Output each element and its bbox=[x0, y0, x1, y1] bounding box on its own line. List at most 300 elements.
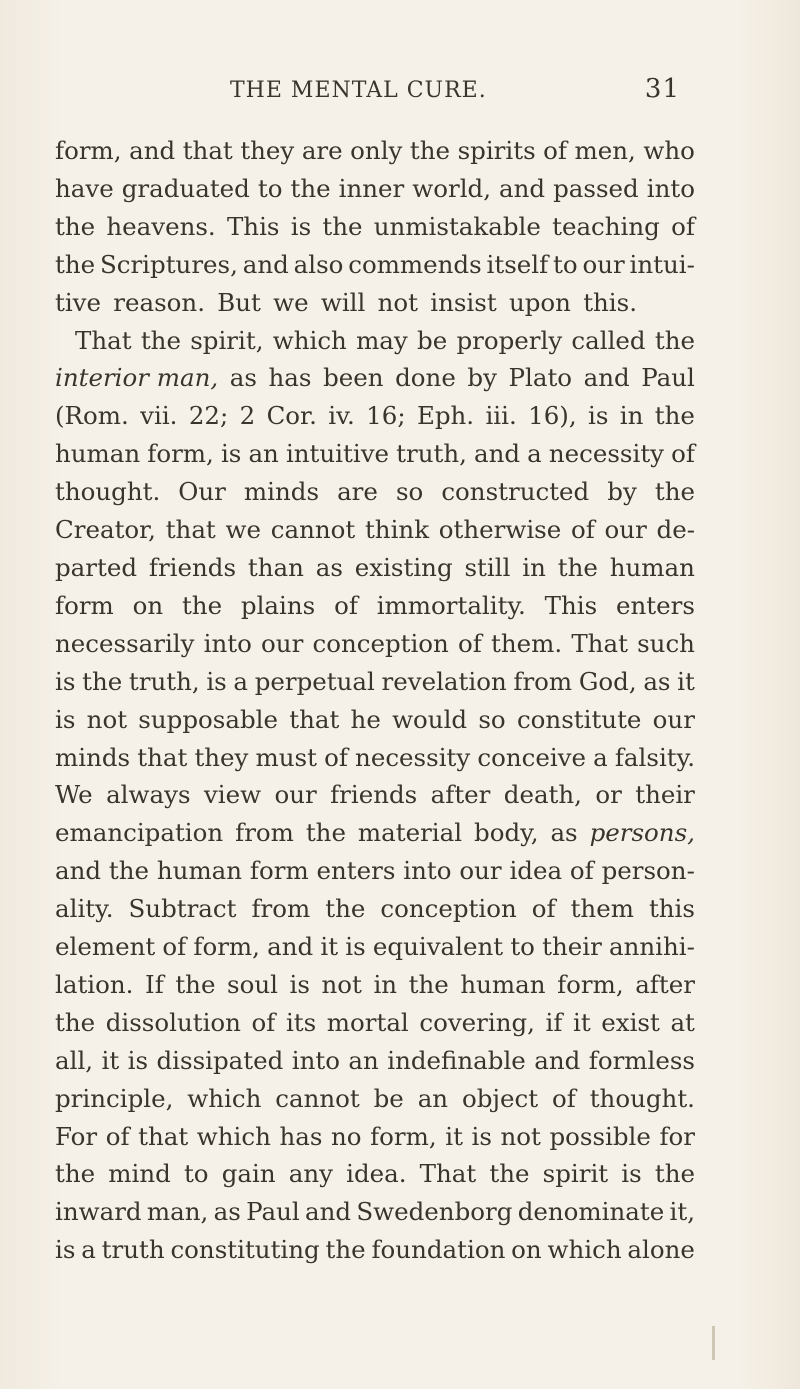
word: our bbox=[274, 780, 317, 810]
word: a bbox=[81, 1235, 96, 1265]
word: cannot bbox=[275, 1083, 360, 1113]
word: them bbox=[570, 894, 634, 924]
word: iii. bbox=[485, 401, 517, 431]
word: enters bbox=[616, 590, 695, 620]
word: spirit bbox=[542, 1159, 609, 1189]
word: idea bbox=[509, 856, 563, 886]
word: is bbox=[471, 1121, 492, 1151]
word: constitute bbox=[516, 704, 642, 734]
word: all, bbox=[55, 1045, 94, 1075]
word: this. bbox=[583, 287, 638, 317]
text-line bbox=[55, 246, 695, 284]
word: possible bbox=[549, 1121, 651, 1151]
word: 22; bbox=[188, 401, 229, 431]
word: constituting bbox=[170, 1235, 320, 1265]
word: as bbox=[213, 1197, 241, 1227]
word: minds bbox=[55, 742, 131, 772]
word: if bbox=[545, 1007, 563, 1037]
word: form bbox=[249, 856, 309, 886]
word: would bbox=[392, 704, 468, 734]
word: the bbox=[55, 249, 96, 279]
word: Swedenborg bbox=[356, 1197, 513, 1227]
word: Paul bbox=[641, 363, 695, 393]
word: as bbox=[643, 666, 671, 696]
word: is bbox=[206, 666, 227, 696]
word: from bbox=[513, 666, 573, 696]
word: in bbox=[522, 552, 546, 582]
word: of bbox=[543, 136, 567, 165]
word: is bbox=[55, 666, 76, 696]
word: from bbox=[235, 818, 294, 848]
word: they bbox=[194, 742, 249, 772]
text-line bbox=[55, 435, 695, 473]
word: human bbox=[609, 552, 695, 582]
word: the bbox=[654, 401, 695, 431]
word: a bbox=[527, 439, 542, 469]
word: and bbox=[304, 1197, 352, 1227]
word: mortal bbox=[326, 1007, 409, 1037]
word: principle, bbox=[55, 1083, 174, 1113]
word: 16; bbox=[366, 401, 406, 431]
word: our bbox=[604, 515, 647, 545]
word: be bbox=[373, 1083, 404, 1113]
word: object bbox=[461, 1083, 539, 1113]
word: that bbox=[137, 742, 188, 772]
word: spirits bbox=[457, 136, 536, 165]
word: view bbox=[203, 780, 262, 810]
word: annihi- bbox=[608, 932, 695, 962]
word: of bbox=[334, 590, 358, 620]
word: always bbox=[106, 780, 191, 810]
word: not bbox=[321, 969, 362, 999]
word: and bbox=[499, 173, 546, 203]
page-number: 31 bbox=[644, 74, 680, 104]
word: an bbox=[348, 1045, 379, 1075]
word: think bbox=[364, 515, 430, 545]
word: passed bbox=[553, 173, 639, 203]
word: inward bbox=[55, 1197, 142, 1227]
word: be bbox=[417, 325, 448, 355]
word: the bbox=[409, 136, 451, 165]
word: the bbox=[325, 1235, 366, 1265]
word: mind bbox=[108, 1159, 171, 1189]
text-line bbox=[55, 284, 695, 322]
word: lation. bbox=[55, 969, 134, 999]
word: gain bbox=[221, 1159, 276, 1189]
word: Scriptures, bbox=[99, 249, 238, 279]
word: We bbox=[55, 780, 93, 810]
word: persons, bbox=[589, 818, 695, 848]
word: teaching bbox=[552, 211, 660, 241]
word: an bbox=[248, 439, 279, 469]
word: friends bbox=[148, 552, 237, 582]
text-line bbox=[55, 322, 695, 360]
word: necessity bbox=[355, 742, 471, 772]
word: form, bbox=[147, 439, 214, 469]
word: into bbox=[646, 173, 695, 203]
word: it, bbox=[669, 1197, 695, 1227]
word: a bbox=[593, 742, 608, 772]
word: conception bbox=[312, 628, 449, 658]
word: thought. bbox=[55, 477, 161, 507]
word: cannot bbox=[270, 515, 356, 545]
word: and bbox=[242, 249, 289, 279]
word: on bbox=[132, 590, 164, 620]
word: Our bbox=[178, 477, 226, 507]
word: plains bbox=[240, 590, 316, 620]
word: is bbox=[55, 704, 76, 734]
word: reason. bbox=[113, 287, 205, 317]
text-line bbox=[55, 814, 695, 852]
word: that bbox=[289, 704, 340, 734]
word: the bbox=[408, 969, 449, 999]
word: minds bbox=[243, 477, 320, 507]
word: spirit, bbox=[190, 325, 264, 355]
word: has bbox=[279, 1121, 323, 1151]
word: for bbox=[659, 1121, 695, 1151]
word: truth, bbox=[396, 439, 467, 469]
word: by bbox=[467, 363, 497, 393]
word: emancipation bbox=[55, 818, 224, 848]
text-line bbox=[55, 359, 695, 397]
word: it bbox=[445, 1121, 463, 1151]
text-line bbox=[55, 170, 695, 208]
word: this bbox=[648, 894, 695, 924]
text-line bbox=[55, 663, 695, 701]
word: world, bbox=[412, 173, 492, 203]
word: of bbox=[162, 932, 187, 962]
word: denominate bbox=[517, 1197, 665, 1227]
word: our bbox=[261, 628, 304, 658]
word: Paul bbox=[246, 1197, 300, 1227]
word: insist bbox=[430, 287, 497, 317]
text-line bbox=[55, 1231, 695, 1269]
word: called bbox=[571, 325, 646, 355]
text-line bbox=[55, 549, 695, 587]
word: the bbox=[140, 325, 181, 355]
word: truth, bbox=[128, 666, 200, 696]
word: the bbox=[489, 1159, 530, 1189]
word: of bbox=[251, 1007, 276, 1037]
word: the bbox=[654, 325, 695, 355]
word: human bbox=[55, 439, 141, 469]
text-line bbox=[55, 966, 695, 1004]
word: of bbox=[105, 1121, 130, 1151]
word: to bbox=[510, 932, 535, 962]
word: as bbox=[229, 363, 257, 393]
word: necessarily bbox=[55, 628, 195, 658]
word: properly bbox=[456, 325, 563, 355]
text-line bbox=[55, 587, 695, 625]
word: at bbox=[670, 1007, 695, 1037]
body-text bbox=[55, 132, 695, 1269]
word: which bbox=[547, 1235, 622, 1265]
word: still bbox=[464, 552, 511, 582]
word: upon bbox=[508, 287, 571, 317]
word: human bbox=[460, 969, 546, 999]
word: friends bbox=[330, 780, 418, 810]
word: may bbox=[356, 325, 408, 355]
word: is bbox=[290, 211, 312, 241]
word: form, bbox=[193, 932, 260, 962]
text-line bbox=[55, 1004, 695, 1042]
word: as bbox=[550, 818, 578, 848]
text-line bbox=[55, 132, 695, 170]
word: form, bbox=[370, 1121, 437, 1151]
word: tive bbox=[55, 287, 102, 317]
word: Cor. bbox=[266, 401, 317, 431]
word: he bbox=[350, 704, 381, 734]
word: into bbox=[403, 856, 452, 886]
word: only bbox=[350, 136, 403, 165]
word: to bbox=[183, 1159, 209, 1189]
margin-mark bbox=[712, 1326, 715, 1360]
word: of bbox=[671, 439, 695, 469]
word: the bbox=[175, 969, 216, 999]
word: That bbox=[75, 325, 132, 355]
word: equivalent bbox=[372, 932, 504, 962]
word: the bbox=[55, 1159, 96, 1189]
word: that bbox=[165, 515, 216, 545]
word: necessity bbox=[548, 439, 665, 469]
word: the bbox=[290, 173, 331, 203]
word: inner bbox=[338, 173, 405, 203]
text-line bbox=[55, 1193, 695, 1231]
word: of bbox=[671, 211, 695, 241]
word: which bbox=[196, 1121, 271, 1151]
word: after bbox=[430, 780, 491, 810]
word: the bbox=[181, 590, 223, 620]
word: conception bbox=[380, 894, 517, 924]
word: form bbox=[55, 590, 114, 620]
word: into bbox=[291, 1045, 340, 1075]
word: ality. bbox=[55, 894, 114, 924]
word: it bbox=[320, 932, 339, 962]
text-line bbox=[55, 1118, 695, 1156]
word: This bbox=[544, 590, 598, 620]
word: of bbox=[458, 628, 482, 658]
word: has bbox=[268, 363, 312, 393]
word: is bbox=[289, 969, 310, 999]
word: revelation bbox=[381, 666, 507, 696]
word: an bbox=[417, 1083, 449, 1113]
word: Eph. bbox=[416, 401, 475, 431]
word: not bbox=[86, 704, 128, 734]
word: is bbox=[621, 1159, 642, 1189]
word: after bbox=[635, 969, 695, 999]
word: the bbox=[108, 856, 150, 886]
word: unmistakable bbox=[373, 211, 541, 241]
word: and bbox=[129, 136, 176, 165]
word: formless bbox=[588, 1045, 695, 1075]
word: foundation bbox=[371, 1235, 506, 1265]
word: so bbox=[395, 477, 424, 507]
word: God, bbox=[578, 666, 637, 696]
word: perpetual bbox=[254, 666, 375, 696]
word: (Rom. bbox=[55, 401, 129, 431]
word: But bbox=[217, 287, 261, 317]
word: person- bbox=[601, 856, 695, 886]
word: Subtract bbox=[128, 894, 237, 924]
word: and bbox=[267, 932, 314, 962]
word: and bbox=[473, 439, 521, 469]
text-line bbox=[55, 701, 695, 739]
word: any bbox=[288, 1159, 333, 1189]
word: material bbox=[357, 818, 463, 848]
word: and bbox=[55, 856, 102, 886]
word: will bbox=[320, 287, 366, 317]
word: of bbox=[569, 856, 594, 886]
word: That bbox=[571, 628, 628, 658]
word: parted bbox=[55, 552, 138, 582]
word: a bbox=[233, 666, 249, 696]
word: as bbox=[315, 552, 343, 582]
word: 2 bbox=[239, 401, 256, 431]
word: by bbox=[607, 477, 637, 507]
word: we bbox=[225, 515, 261, 545]
text-line bbox=[55, 473, 695, 511]
word: it bbox=[677, 666, 695, 696]
word: indefinable bbox=[387, 1045, 526, 1075]
word: dissolution bbox=[105, 1007, 241, 1037]
word: conceive bbox=[477, 742, 586, 772]
word: is bbox=[345, 932, 366, 962]
text-line bbox=[55, 890, 695, 928]
word: and bbox=[583, 363, 630, 393]
word: our bbox=[459, 856, 502, 886]
word: of bbox=[570, 515, 595, 545]
word: the bbox=[654, 477, 695, 507]
word: in bbox=[373, 969, 398, 999]
word: This bbox=[226, 211, 280, 241]
text-line bbox=[55, 1080, 695, 1118]
running-head: THE MENTAL CURE. bbox=[230, 78, 487, 103]
word: must bbox=[255, 742, 317, 772]
word: That bbox=[419, 1159, 477, 1189]
word: of bbox=[324, 742, 348, 772]
word: 16), bbox=[528, 401, 577, 431]
word: that bbox=[182, 136, 233, 165]
word: in bbox=[619, 401, 644, 431]
word: or bbox=[595, 780, 622, 810]
word: to bbox=[553, 249, 578, 279]
word: soul bbox=[227, 969, 278, 999]
word: interior man, bbox=[55, 363, 219, 393]
word: If bbox=[145, 969, 164, 999]
word: otherwise bbox=[438, 515, 562, 545]
word: constructed bbox=[441, 477, 590, 507]
word: that bbox=[138, 1121, 189, 1151]
word: graduated bbox=[121, 173, 250, 203]
word: man, bbox=[146, 1197, 209, 1227]
word: than bbox=[247, 552, 304, 582]
word: alone bbox=[627, 1235, 695, 1265]
word: into bbox=[203, 628, 252, 658]
word: our bbox=[582, 249, 625, 279]
word: have bbox=[55, 173, 114, 203]
text-line bbox=[55, 397, 695, 435]
word: it bbox=[573, 1007, 591, 1037]
word: of bbox=[551, 1083, 576, 1113]
word: body, bbox=[474, 818, 539, 848]
word: it bbox=[101, 1045, 120, 1075]
word: men, bbox=[574, 136, 636, 165]
word: death, bbox=[503, 780, 582, 810]
text-line bbox=[55, 739, 695, 777]
word: dissipated bbox=[156, 1045, 284, 1075]
word: the bbox=[325, 894, 366, 924]
word: their bbox=[542, 932, 602, 962]
word: are bbox=[337, 477, 378, 507]
word: the bbox=[82, 666, 123, 696]
text-line bbox=[55, 1155, 695, 1193]
word: heavens. bbox=[106, 211, 216, 241]
text-line bbox=[55, 625, 695, 663]
word: is bbox=[55, 1235, 76, 1265]
word: the bbox=[322, 211, 363, 241]
word: covering, bbox=[419, 1007, 535, 1037]
word: the bbox=[305, 818, 346, 848]
word: the bbox=[55, 1007, 96, 1037]
word: not bbox=[500, 1121, 541, 1151]
word: element bbox=[55, 932, 156, 962]
word: also bbox=[293, 249, 344, 279]
word: form, bbox=[55, 136, 122, 165]
text-line bbox=[55, 1042, 695, 1080]
word: and bbox=[534, 1045, 581, 1075]
word: on bbox=[511, 1235, 542, 1265]
text-line bbox=[55, 511, 695, 549]
word: vii. bbox=[140, 401, 178, 431]
word: falsity. bbox=[614, 742, 695, 772]
word: iv. bbox=[328, 401, 355, 431]
word: de- bbox=[656, 515, 695, 545]
word: of bbox=[531, 894, 556, 924]
word: are bbox=[301, 136, 343, 165]
word: For bbox=[55, 1121, 98, 1151]
word: to bbox=[257, 173, 283, 203]
word: they bbox=[240, 136, 295, 165]
word: done bbox=[395, 363, 456, 393]
word: is bbox=[220, 439, 242, 469]
word: the bbox=[55, 211, 96, 241]
word: commends bbox=[348, 249, 482, 279]
word: which bbox=[187, 1083, 262, 1113]
word: truth bbox=[101, 1235, 165, 1265]
word: intui- bbox=[629, 249, 695, 279]
word: our bbox=[652, 704, 695, 734]
word: we bbox=[273, 287, 309, 317]
word: thought. bbox=[589, 1083, 695, 1113]
word: form, bbox=[557, 969, 624, 999]
text-line bbox=[55, 852, 695, 890]
word: from bbox=[251, 894, 311, 924]
word: itself bbox=[486, 249, 549, 279]
word: Plato bbox=[508, 363, 573, 393]
word: which bbox=[272, 325, 347, 355]
word: the bbox=[654, 1159, 695, 1189]
text-line bbox=[55, 208, 695, 246]
word: been bbox=[323, 363, 384, 393]
word: so bbox=[478, 704, 506, 734]
word: enters bbox=[316, 856, 396, 886]
word: is bbox=[588, 401, 609, 431]
word: them. bbox=[491, 628, 563, 658]
word: the bbox=[557, 552, 598, 582]
word: immortality. bbox=[376, 590, 526, 620]
word: existing bbox=[354, 552, 453, 582]
word: such bbox=[637, 628, 695, 658]
